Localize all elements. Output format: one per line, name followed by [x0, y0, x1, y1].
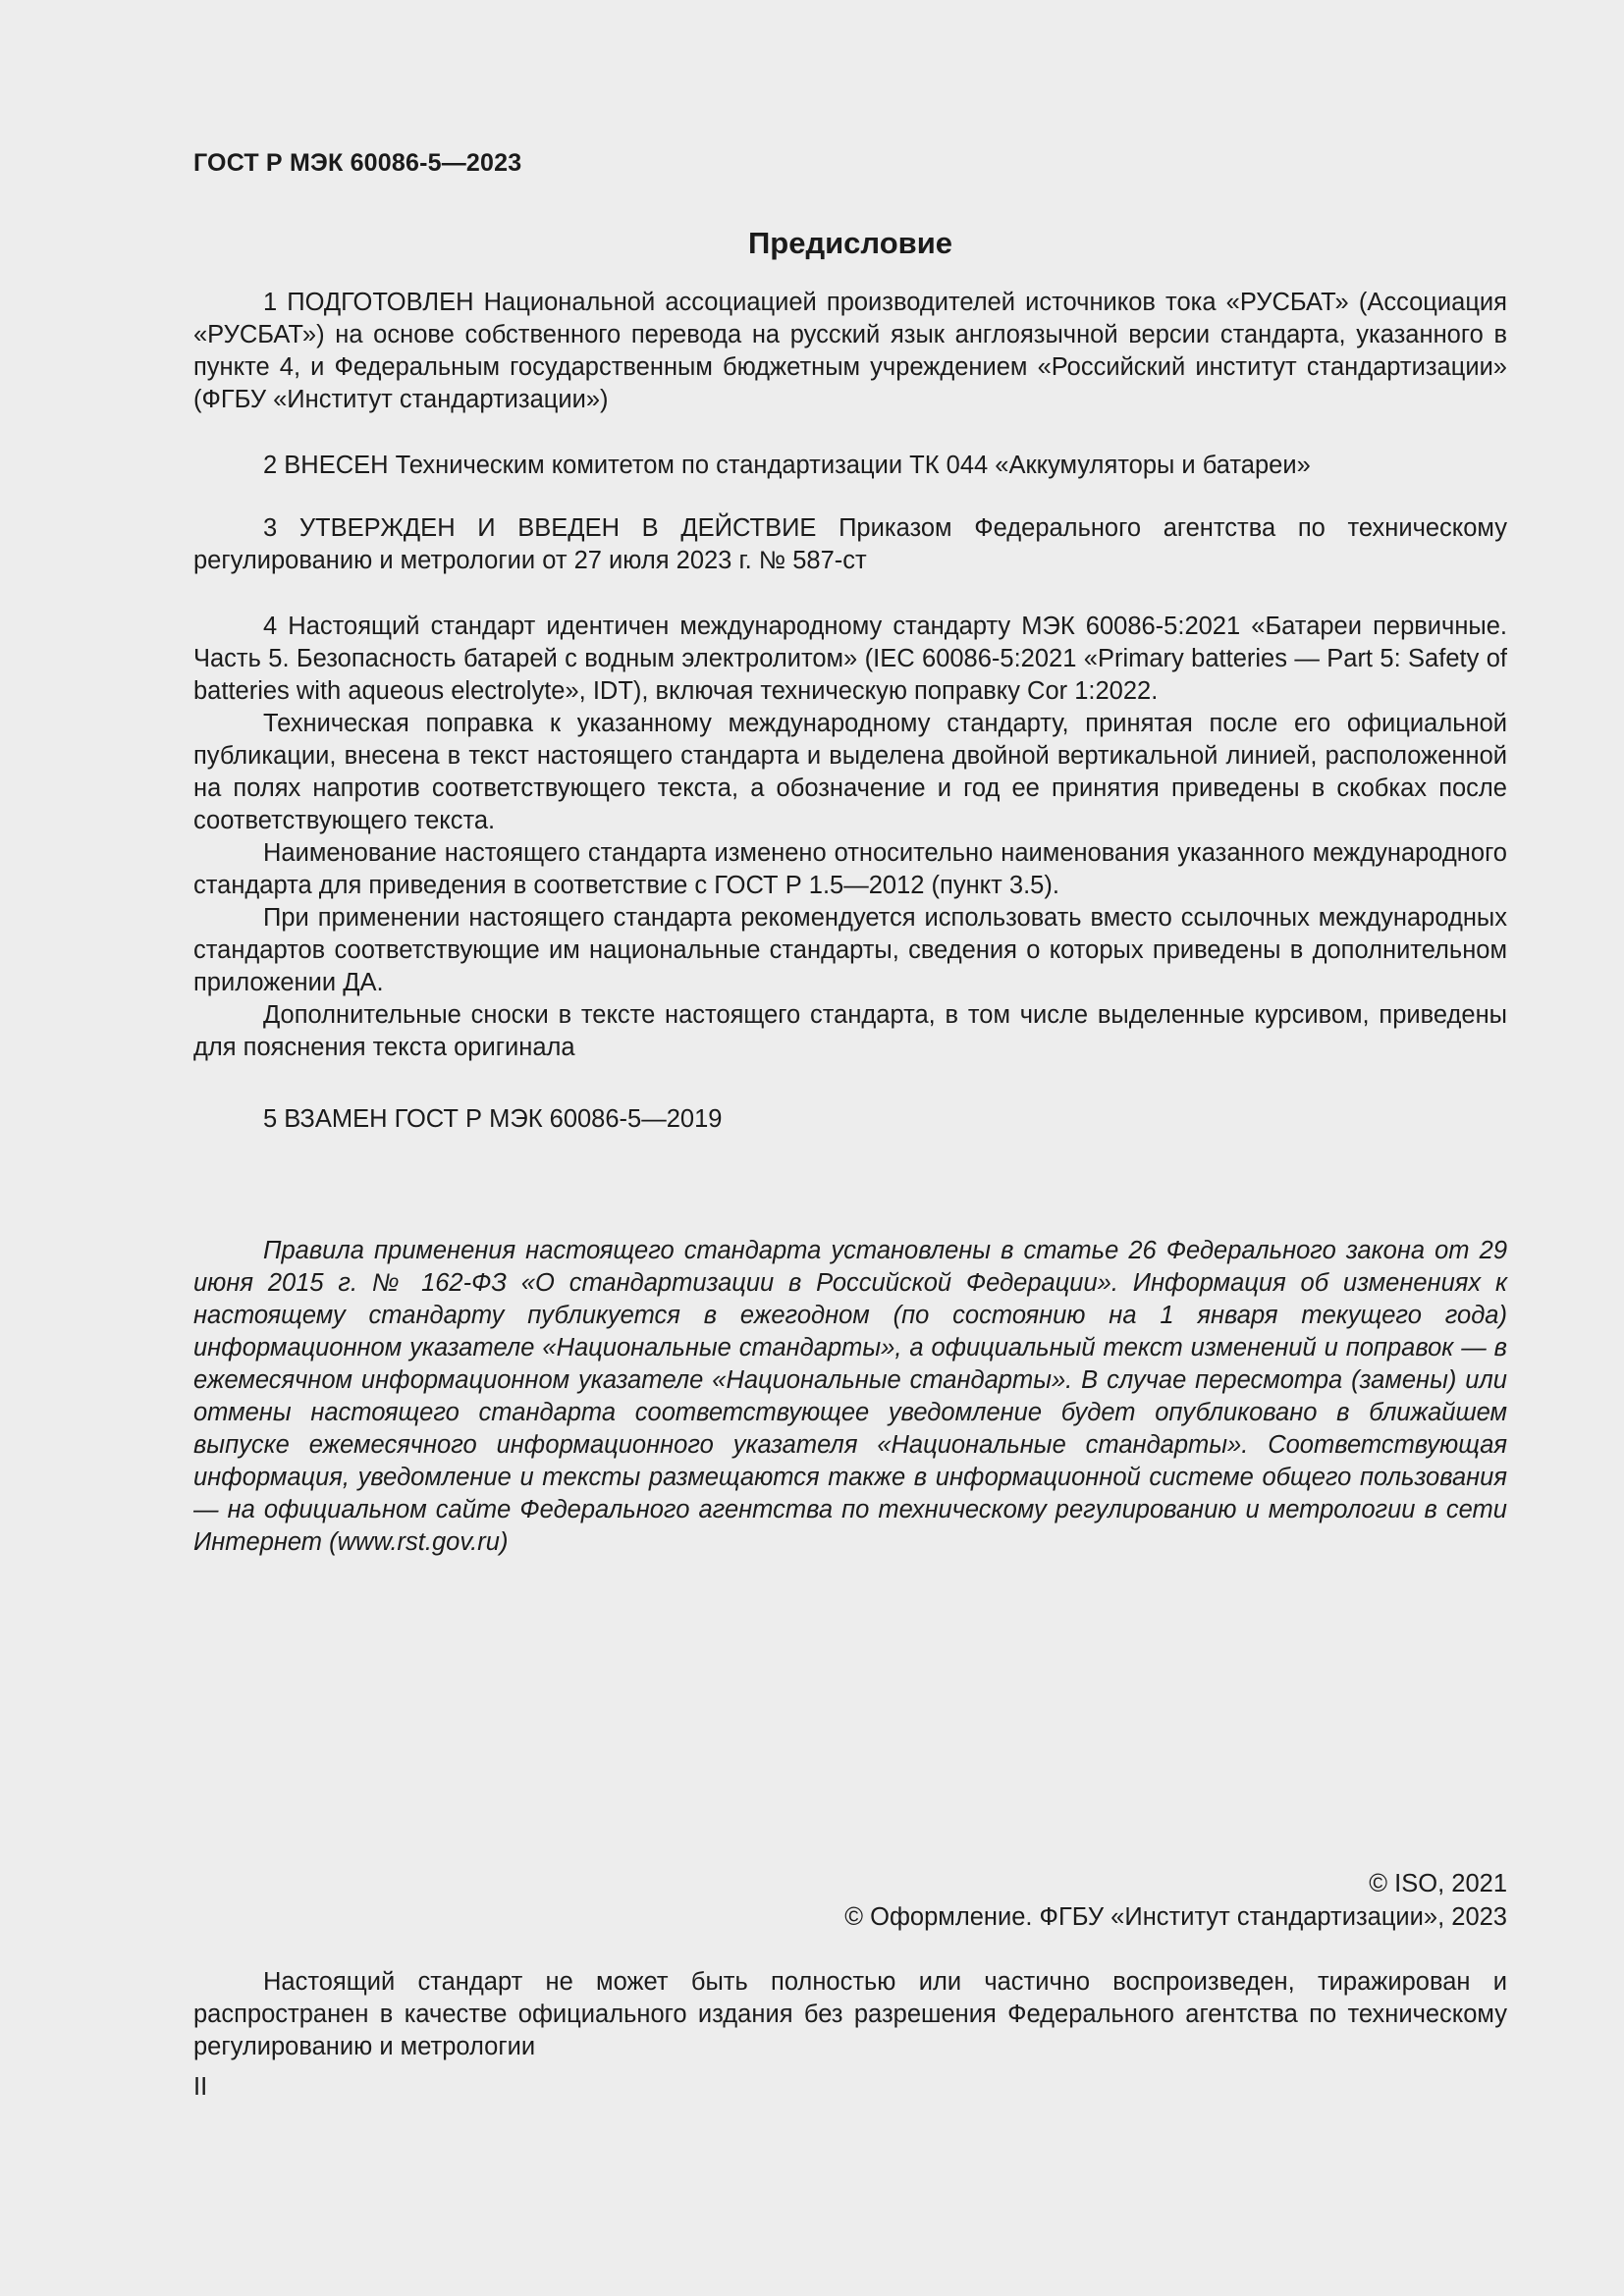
- section-4-paragraph: Наименование настоящего стандарта изменено относительно наименования указанного международного стандарта для приведения в соответствие с ГОСТ Р 1.5—2012 (пункт 3.5).: [193, 839, 1507, 899]
- section-1: [193, 287, 1507, 416]
- copyright-iso: © ISO, 2021: [1369, 1870, 1507, 1897]
- section-4-paragraph: Техническая поправка к указанному международному стандарту, принятая после его официальной публикации, внесена в текст настоящего стандарта и выделена двойной вертикальной линией, расположенной на полях напротив соответствующего текста, а обозначение и год ее принятия приведены в скобках после соответствующего текста.: [193, 710, 1507, 834]
- copyright-design: © Оформление. ФГБУ «Институт стандартизации», 2023: [844, 1903, 1507, 1931]
- section-3-text: 3 УТВЕРЖДЕН И ВВЕДЕН В ДЕЙСТВИЕ Приказом Федерального агентства по техническому регулированию и метрологии от 27 июля 2023 г. № 587-ст: [193, 514, 1507, 574]
- section-5-text: 5 ВЗАМЕН ГОСТ Р МЭК 60086-5—2019: [263, 1105, 723, 1133]
- notice-text: Настоящий стандарт не может быть полностью или частично воспроизведен, тиражирован и распространен в качестве официального издания без разрешения Федерального агентства по техническому регулированию и метрологии: [193, 1968, 1507, 2060]
- section-4-paragraph: При применении настоящего стандарта рекомендуется использовать вместо ссылочных международных стандартов соответствующие им национальные стандарты, сведения о которых приведены в дополнительном приложении ДА.: [193, 904, 1507, 996]
- section-5: [193, 1103, 1507, 1136]
- page-number: II: [193, 2073, 208, 2101]
- section-4: [193, 611, 1507, 1064]
- section-2-text: 2 ВНЕСЕН Техническим комитетом по стандартизации ТК 044 «Аккумуляторы и батареи»: [263, 452, 1311, 479]
- section-2: [193, 450, 1507, 482]
- rules-of-application: [193, 1235, 1507, 1559]
- reproduction-notice: [193, 1966, 1507, 2063]
- copyright-block: [193, 1867, 1507, 1934]
- section-1-text: 1 ПОДГОТОВЛЕН Национальной ассоциацией производителей источников тока «РУСБАТ» (Ассоциация «РУСБАТ») на основе собственного перевода на русский язык англоязычной версии стандарта, указанного в пункте 4, и Федеральным государственным бюджетным учреждением «Российский институт стандартизации» (ФГБУ «Институт стандартизации»): [193, 289, 1507, 413]
- document-header: ГОСТ Р МЭК 60086-5—2023: [193, 149, 522, 177]
- section-4-paragraph: Дополнительные сноски в тексте настоящего стандарта, в том числе выделенные курсивом, приведены для пояснения текста оригинала: [193, 1001, 1507, 1061]
- page-title: Предисловие: [747, 226, 952, 260]
- document-page: [193, 0, 1507, 2296]
- section-3: [193, 512, 1507, 577]
- rules-text: Правила применения настоящего стандарта установлены в статье 26 Федерального закона от 29 июня 2015 г. № 162-ФЗ «О стандартизации в Российской Федерации». Информация об изменениях к настоящему стандарту публикуется в ежегодном (по состоянию на 1 января текущего года) информационном указателе «Национальные стандарты», а официальный текст изменений и поправок — в ежемесячном информационном указателе «Национальные стандарты». В случае пересмотра (замены) или отмены настоящего стандарта соответствующее уведомление будет опубликовано в ближайшем выпуске ежемесячного информационного указателя «Национальные стандарты». Соответствующая информация, уведомление и тексты размещаются также в информационной системе общего пользования — на официальном сайте Федерального агентства по техническому регулированию и метрологии в сети Интернет (www.rst.gov.ru): [193, 1237, 1507, 1556]
- section-4-paragraph: 4 Настоящий стандарт идентичен международному стандарту МЭК 60086-5:2021 «Батареи первичные. Часть 5. Безопасность батарей с водным электролитом» (IEC 60086-5:2021 «Primary batteries — Part 5: Safety of batteries with aqueous electrolyte», IDT), включая техническую поправку Cor 1:2022.: [193, 613, 1507, 705]
